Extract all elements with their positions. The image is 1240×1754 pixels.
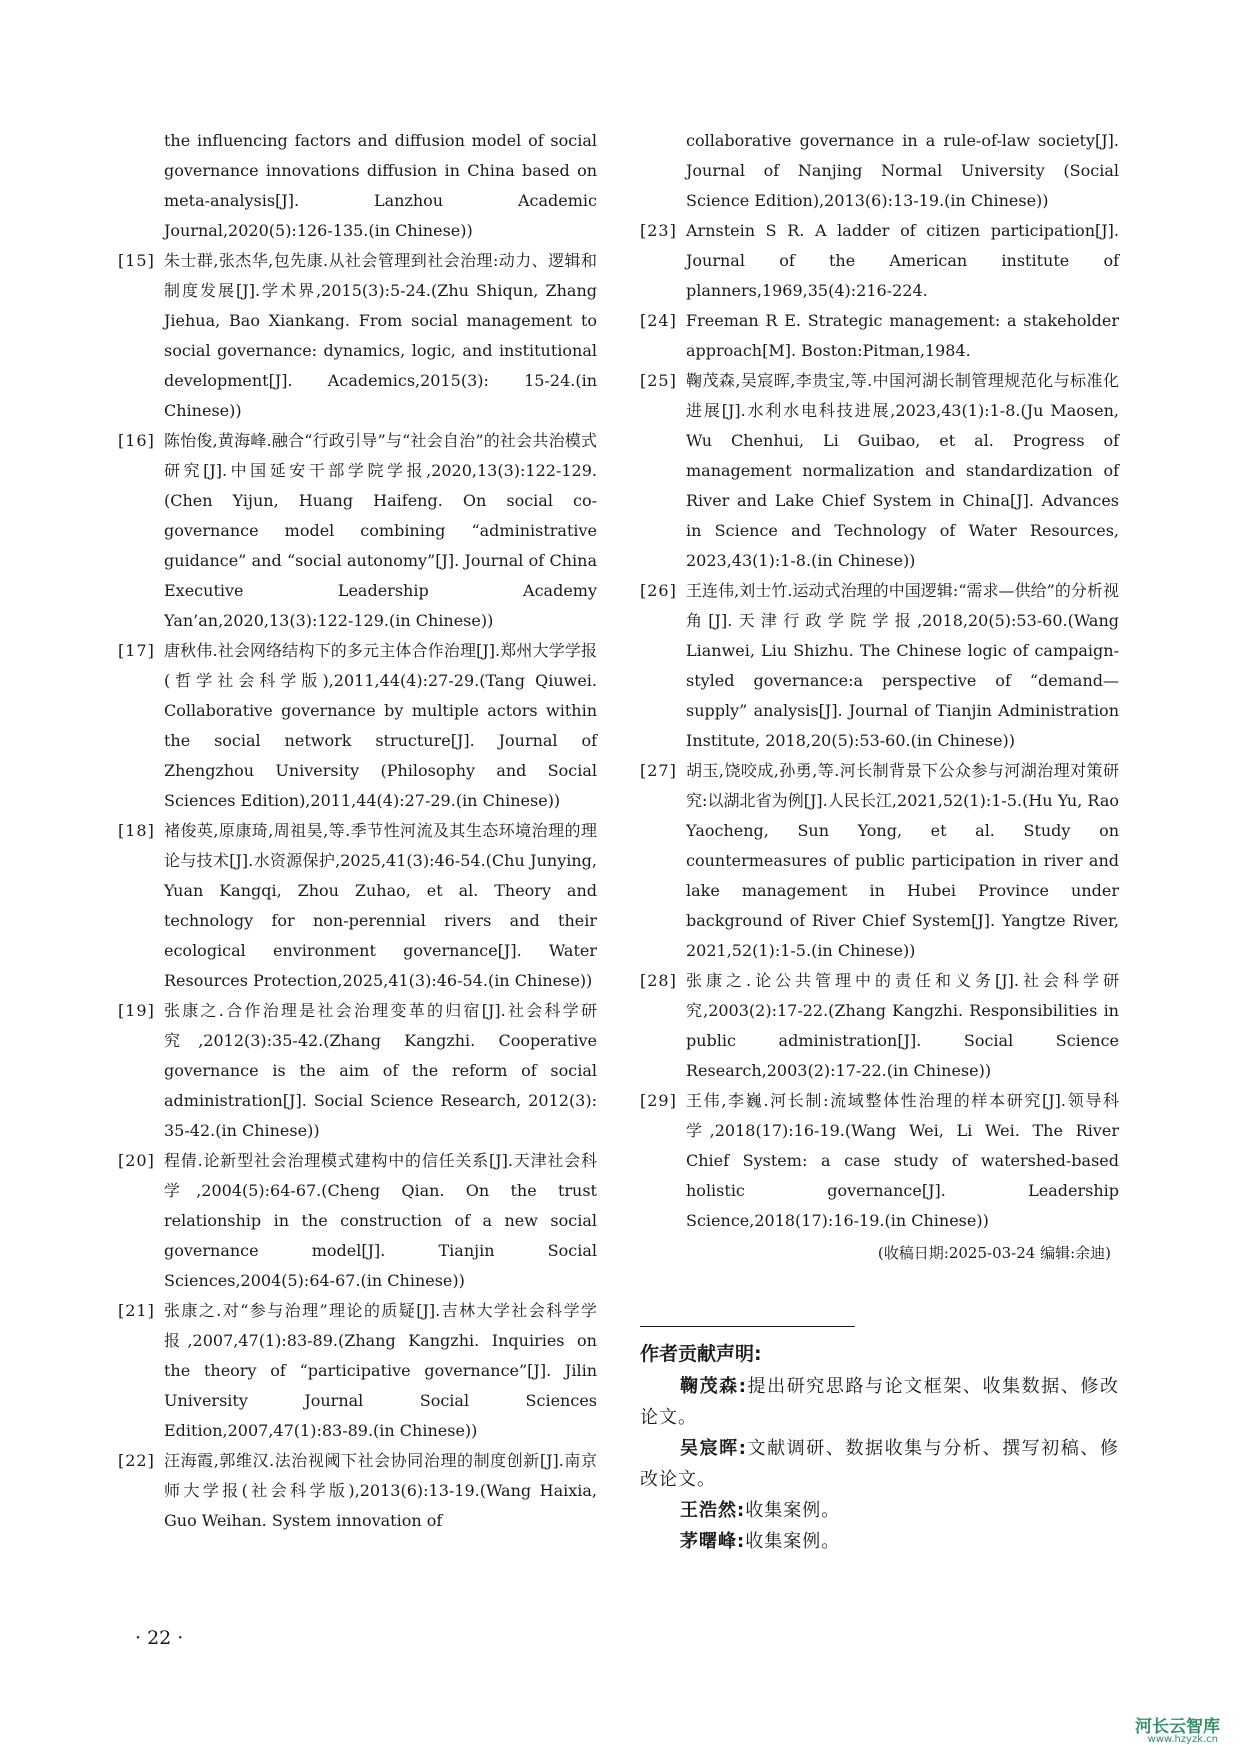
reference-item	[118, 246, 597, 426]
reference-number: [26]	[640, 581, 677, 600]
reference-text: 程倩.论新型社会治理模式建构中的信任关系[J].天津社会科学,2004(5):64-67.(Cheng Qian. On the trust relationship in the construction of a new social governance model[J]. Tianjin Social Sciences,2004(5):64-67.(in Chinese))	[164, 1151, 597, 1290]
reference-item	[640, 576, 1119, 756]
contributor-name: 鞠茂森:	[680, 1376, 747, 1397]
contribution-text: 文献调研、数据收集与分析、撰写初稿、修改论文。	[640, 1438, 1120, 1490]
watermark-url: www.hzyzk.cn	[1147, 1734, 1218, 1745]
reference-number: [28]	[640, 971, 677, 990]
reference-number: [16]	[118, 431, 155, 450]
contribution-item	[640, 1371, 1119, 1433]
reference-text: 王伟,李巍.河长制:流域整体性治理的样本研究[J].领导科学,2018(17):16-19.(Wang Wei, Li Wei. The River Chief System: a case study of watershed-based holistic governance[J]. Leadership Science,2018(17):16-19.(in Chinese))	[686, 1091, 1119, 1230]
reference-number: [25]	[640, 371, 677, 390]
reference-text: 鞠茂森,吴宸晖,李贵宝,等.中国河湖长制管理规范化与标准化进展[J].水利水电科技进展,2023,43(1):1-8.(Ju Maosen, Wu Chenhui, Li Guibao, et al. Progress of management normalization and standardization of River and Lake Chief System in China[J]. Advances in Science and Technology of Water Resources, 2023,43(1):1-8.(in Chinese))	[686, 371, 1119, 570]
reference-text: 张康之.合作治理是社会治理变革的归宿[J].社会科学研究,2012(3):35-42.(Zhang Kangzhi. Cooperative governance is the aim of the reform of social administration[J]. Social Science Research, 2012(3): 35-42.(in Chinese))	[164, 1001, 597, 1140]
reference-number: [29]	[640, 1091, 677, 1110]
reference-item	[118, 426, 597, 636]
reference-text: 陈怡俊,黄海峰.融合“行政引导”与“社会自治”的社会共治模式研究[J].中国延安干部学院学报,2020,13(3):122-129.(Chen Yijun, Huang Haifeng. On social co-governance model combining “administrative guidance” and “social autonomy”[J]. Journal of China Executive Leadership Academy Yan’an,2020,13(3):122-129.(in Chinese))	[164, 431, 597, 630]
reference-text: 张康之.论公共管理中的责任和义务[J].社会科学研究,2003(2):17-22.(Zhang Kangzhi. Responsibilities in public administration[J]. Social Science Research,2003(2):17-22.(in Chinese))	[686, 971, 1119, 1080]
reference-list	[640, 216, 1119, 1236]
contribution-list	[640, 1371, 1119, 1557]
contribution-title: 作者贡献声明:	[640, 1343, 762, 1365]
reference-text: Arnstein S R. A ladder of citizen participation[J]. Journal of the American institute of planners,1969,35(4):216-224.	[686, 221, 1119, 300]
page-number: · 22 ·	[135, 1627, 184, 1649]
reference-item	[118, 1296, 597, 1446]
contributor-name: 吴宸晖:	[680, 1438, 747, 1459]
reference-text: Freeman R E. Strategic management: a stakeholder approach[M]. Boston:Pitman,1984.	[686, 311, 1119, 360]
reference-item	[118, 636, 597, 816]
reference-item	[118, 816, 597, 996]
reference-item	[640, 1086, 1119, 1236]
contribution-item	[640, 1526, 1119, 1557]
reference-number: [21]	[118, 1301, 155, 1320]
reference-continuation: collaborative governance in a rule-of-law society[J]. Journal of Nanjing Normal University (Social Science Edition),2013(6):13-19.(in Chinese))	[686, 131, 1119, 210]
contribution-text: 收集案例。	[745, 1531, 841, 1552]
contribution-item	[640, 1495, 1119, 1526]
reference-number: [18]	[118, 821, 155, 840]
right-column	[640, 126, 1119, 1557]
section-divider	[640, 1326, 855, 1327]
left-column	[118, 126, 597, 1536]
reference-item	[118, 1146, 597, 1296]
reference-text: 汪海霞,郭维汉.法治视阈下社会协同治理的制度创新[J].南京师大学报(社会科学版),2013(6):13-19.(Wang Haixia, Guo Weihan. System innovation of	[164, 1451, 597, 1530]
reference-item	[640, 306, 1119, 366]
reference-text: 胡玉,饶咬成,孙勇,等.河长制背景下公众参与河湖治理对策研究:以湖北省为例[J].人民长江,2021,52(1):1-5.(Hu Yu, Rao Yaocheng, Sun Yong, et al. Study on countermeasures of public participation in river and lake management in Hubei Province under background of River Chief System[J]. Yangtze River, 2021,52(1):1-5.(in Chinese))	[686, 761, 1119, 960]
reference-number: [24]	[640, 311, 677, 330]
contributor-name: 王浩然:	[680, 1500, 746, 1521]
contributor-name: 茅曙峰:	[680, 1531, 746, 1552]
reference-item	[640, 756, 1119, 966]
reference-number: [15]	[118, 251, 155, 270]
contribution-text: 收集案例。	[745, 1500, 841, 1521]
reference-continuation: the influencing factors and diffusion model of social governance innovations diffusion in China based on meta-analysis[J]. Lanzhou Academic Journal,2020(5):126-135.(in Chinese))	[164, 131, 597, 240]
reference-item	[118, 1446, 597, 1536]
reference-number: [19]	[118, 1001, 155, 1020]
reference-item	[640, 366, 1119, 576]
reference-number: [17]	[118, 641, 155, 660]
reference-item	[640, 216, 1119, 306]
contribution-text: 提出研究思路与论文框架、收集数据、修改论文。	[640, 1376, 1120, 1428]
received-date: (收稿日期:2025-03-24 编辑:余迪)	[877, 1244, 1111, 1262]
reference-text: 朱士群,张杰华,包先康.从社会管理到社会治理:动力、逻辑和制度发展[J].学术界,2015(3):5-24.(Zhu Shiqun, Zhang Jiehua, Bao Xiankang. From social management to social governance: dynamics, logic, and institutional development[J]. Academics,2015(3): 15-24.(in Chinese))	[164, 251, 597, 420]
reference-text: 王连伟,刘士竹.运动式治理的中国逻辑:“需求—供给”的分析视角[J].天津行政学院学报,2018,20(5):53-60.(Wang Lianwei, Liu Shizhu. The Chinese logic of campaign-styled governance:a perspective of “demand—supply” analysis[J]. Journal of Tianjin Administration Institute, 2018,20(5):53-60.(in Chinese))	[686, 581, 1119, 750]
reference-list	[118, 246, 597, 1536]
reference-number: [23]	[640, 221, 677, 240]
reference-text: 唐秋伟.社会网络结构下的多元主体合作治理[J].郑州大学学报(哲学社会科学版),2011,44(4):27-29.(Tang Qiuwei. Collaborative governance by multiple actors within the social network structure[J]. Journal of Zhengzhou University (Philosophy and Social Sciences Edition),2011,44(4):27-29.(in Chinese))	[164, 641, 597, 810]
reference-item	[118, 996, 597, 1146]
reference-number: [20]	[118, 1151, 155, 1170]
reference-number: [27]	[640, 761, 677, 780]
watermark-logo: 河长云智库	[1135, 1717, 1220, 1737]
contribution-item	[640, 1433, 1119, 1495]
reference-text: 张康之.对“参与治理”理论的质疑[J].吉林大学社会科学学报,2007,47(1):83-89.(Zhang Kangzhi. Inquiries on the theory of “participative governance”[J]. Jilin University Journal Social Sciences Edition,2007,47(1):83-89.(in Chinese))	[164, 1301, 597, 1440]
reference-item	[640, 966, 1119, 1086]
reference-text: 褚俊英,原康琦,周祖昊,等.季节性河流及其生态环境治理的理论与技术[J].水资源保护,2025,41(3):46-54.(Chu Junying, Yuan Kangqi, Zhou Zuhao, et al. Theory and technology for non-perennial rivers and their ecological environment governance[J]. Water Resources Protection,2025,41(3):46-54.(in Chinese))	[164, 821, 597, 990]
reference-number: [22]	[118, 1451, 155, 1470]
